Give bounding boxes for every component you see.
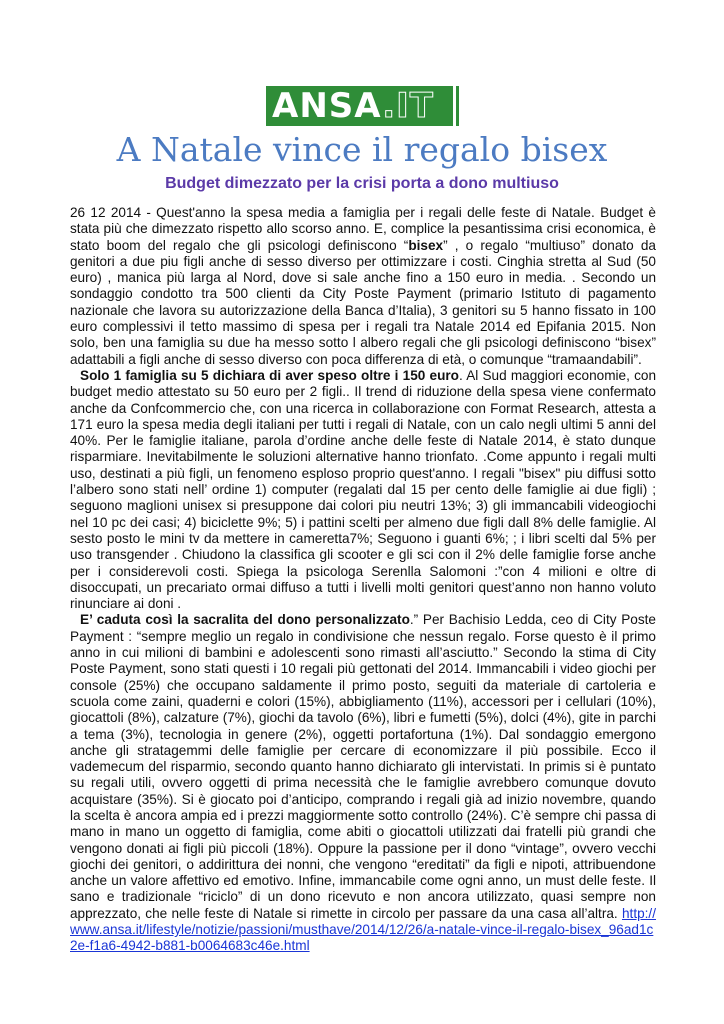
paragraph-1: 26 12 2014 - Quest'anno la spesa media a famiglia per i regali delle feste di Natale. Budget è stata più che dimezzato rispetto allo scorso anno. E, complice la pesantissima crisi economica, è stato boom del regalo che gli psicologi definiscono “bisex” , o regalo “multiuso” donato da genitori a due piu figli anche di sesso diverso per ottimizzare i costi. Cinghia stretta al Sud (50 euro) , manica più larga al Nord, dove si sale anche fino a 150 euro in media. . Secondo un sondaggio condotto tra 500 clienti da City Poste Payment (primario Istituto di pagamento nazionale che lavora su autorizzazione della Banca d’Italia), 3 genitori su 5 hanno fissato in 100 euro complessivi il tetto massimo di spesa per i regali tra Natale 2014 ed Epifania 2015. Non solo, ben una famiglia su due ha messo sotto l albero regali che gli psicologi definiscono “bisex” adattabili a figli anche di sesso diverso con poca differenza di età, o comunque “tramaandabili”.	[70, 205, 656, 367]
article-title: A Natale vince il regalo bisex	[116, 130, 608, 169]
logo-suffix-text: .IT	[382, 86, 434, 126]
logo-divider-bar	[456, 86, 459, 126]
paragraph-2: Solo 1 famiglia su 5 dichiara di aver speso oltre i 150 euro. Al Sud maggiori economie, con budget medio attestato su 50 euro per 2 figli.. Il trend di riduzione della spesa viene confermato anche da Confcommercio che, con una ricerca in collaborazione con Format Research, attesta a 171 euro la spesa media degli italiani per tutti i regali di Natale, con un calo negli ultimi 5 anni del 40%. Per le famiglie italiane, parola d’ordine anche delle feste di Natale 2014, è stato dunque risparmiare. Inevitabilmente le soluzioni alternative hanno trionfato. .Come appunto i regali multi uso, destinati a più figli, un fenomeno esploso proprio quest'anno. I regali "bisex" piu diffusi sotto l’albero sono stati nell’ ordine 1) computer (regalati dal 15 per cento delle famiglie ai due figli) ; seguono maglioni unisex si presuppone dai colori piu neutri 13%; 3) gli immancabili videogiochi nel 10 pc dei casi; 4) biciclette 9%; 5) i pattini scelti per almeno due figli dall 8% delle famiglie. Al sesto posto le mini tv da mettere in cameretta7%; Seguono i guanti 6%; ; i libri scelti dal 5% per uso transgender . Chiudono la classifica gli scooter e gli sci con il 2% delle famiglie forse anche per i considerevoli costi. Spiega la psicologa Serenlla Salomoni :”con 4 milioni e oltre di disoccupati, un precariato ormai diffuso a tutti i livelli molti genitori quest’anno non hanno voluto rinunciare ai doni .	[70, 367, 657, 612]
ansa-logo	[266, 86, 458, 126]
logo-main-text: ANSA	[272, 86, 383, 126]
article-body	[70, 205, 656, 955]
article-subtitle: Budget dimezzato per la crisi porta a dono multiuso	[165, 175, 559, 192]
bisex-bold: bisex	[408, 237, 444, 253]
paragraph-3-lead: E’ caduta così la sacralita del dono personalizzato	[80, 612, 410, 628]
paragraph-3: E’ caduta così la sacralita del dono personalizzato.” Per Bachisio Ledda, ceo di City Poste Payment : “sempre meglio un regalo in condivisione che nessun regalo. Forse questo è il primo anno in cui milioni di bambini e adolescenti sono rimasti all’asciutto.” Secondo la stima di City Poste Payment, sono stati questi i 10 regali più gettonati del 2014. Immancabili i video giochi per console (25%) che occupano saldamente il primo posto, seguiti da materiale di cartoleria e scuola come zaini, quaderni e colori (15%), abbigliamento (11%), accessori per i cellulari (10%), giocattoli (8%), calzature (7%), giochi da tavolo (6%), libri e fumetti (5%), dolci (4%), gite in parchi a tema (3%), tecnologia in genere (2%), oggetti portafortuna (1%). Dal sondaggio emergono anche gli stratagemmi delle famiglie per cercare di economizzare il più possibile. Ecco il vademecum del risparmio, secondo quanto hanno dichiarato gli intervistati. In primis si è puntato su regali utili, ovvero oggetti di prima necessità che le famiglie avrebbero comunque dovuto acquistare (35%). Si è giocato poi d’anticipo, comprando i regali già ad inizio novembre, quando la scelta è ancora ampia ed i prezzi maggiormente sotto controllo (24%). C’è sempre chi passa di mano in mano un oggetto di famiglia, come abiti o giocattoli utilizzati dai fratelli più grandi che vengono donati ai figli più piccoli (18%). Oppure la passione per il dono “vintage”, ovvero vecchi giochi dei genitori, o addirittura dei nonni, che vengono “ereditati” da figli e nipoti, attribuendone anche un valore affettivo ed emotivo. Infine, immancabile come ogni anno, un must delle feste. Il sano e tradizionale “riciclo” di un dono ricevuto e non ancora utilizzato, quasi sempre non apprezzato, che nelle feste di Natale si rimette in circolo per passare da una casa all’altra. http://www.ansa.it/lifestyle/notizie/passioni/musthave/2014/12/26/a-natale-vince-il-regalo-bisex_96ad1c2e-f1a6-4942-b881-b0064683c46e.html	[70, 612, 656, 954]
paragraph-2-lead: Solo 1 famiglia su 5 dichiara di aver speso oltre i 150 euro	[80, 367, 459, 383]
source-link[interactable]: http://www.ansa.it/lifestyle/notizie/passioni/musthave/2014/12/26/a-natale-vince-il-regalo-bisex_96ad1c2e-f1a6-4942-b881-b0064683c46e.html	[70, 905, 656, 954]
